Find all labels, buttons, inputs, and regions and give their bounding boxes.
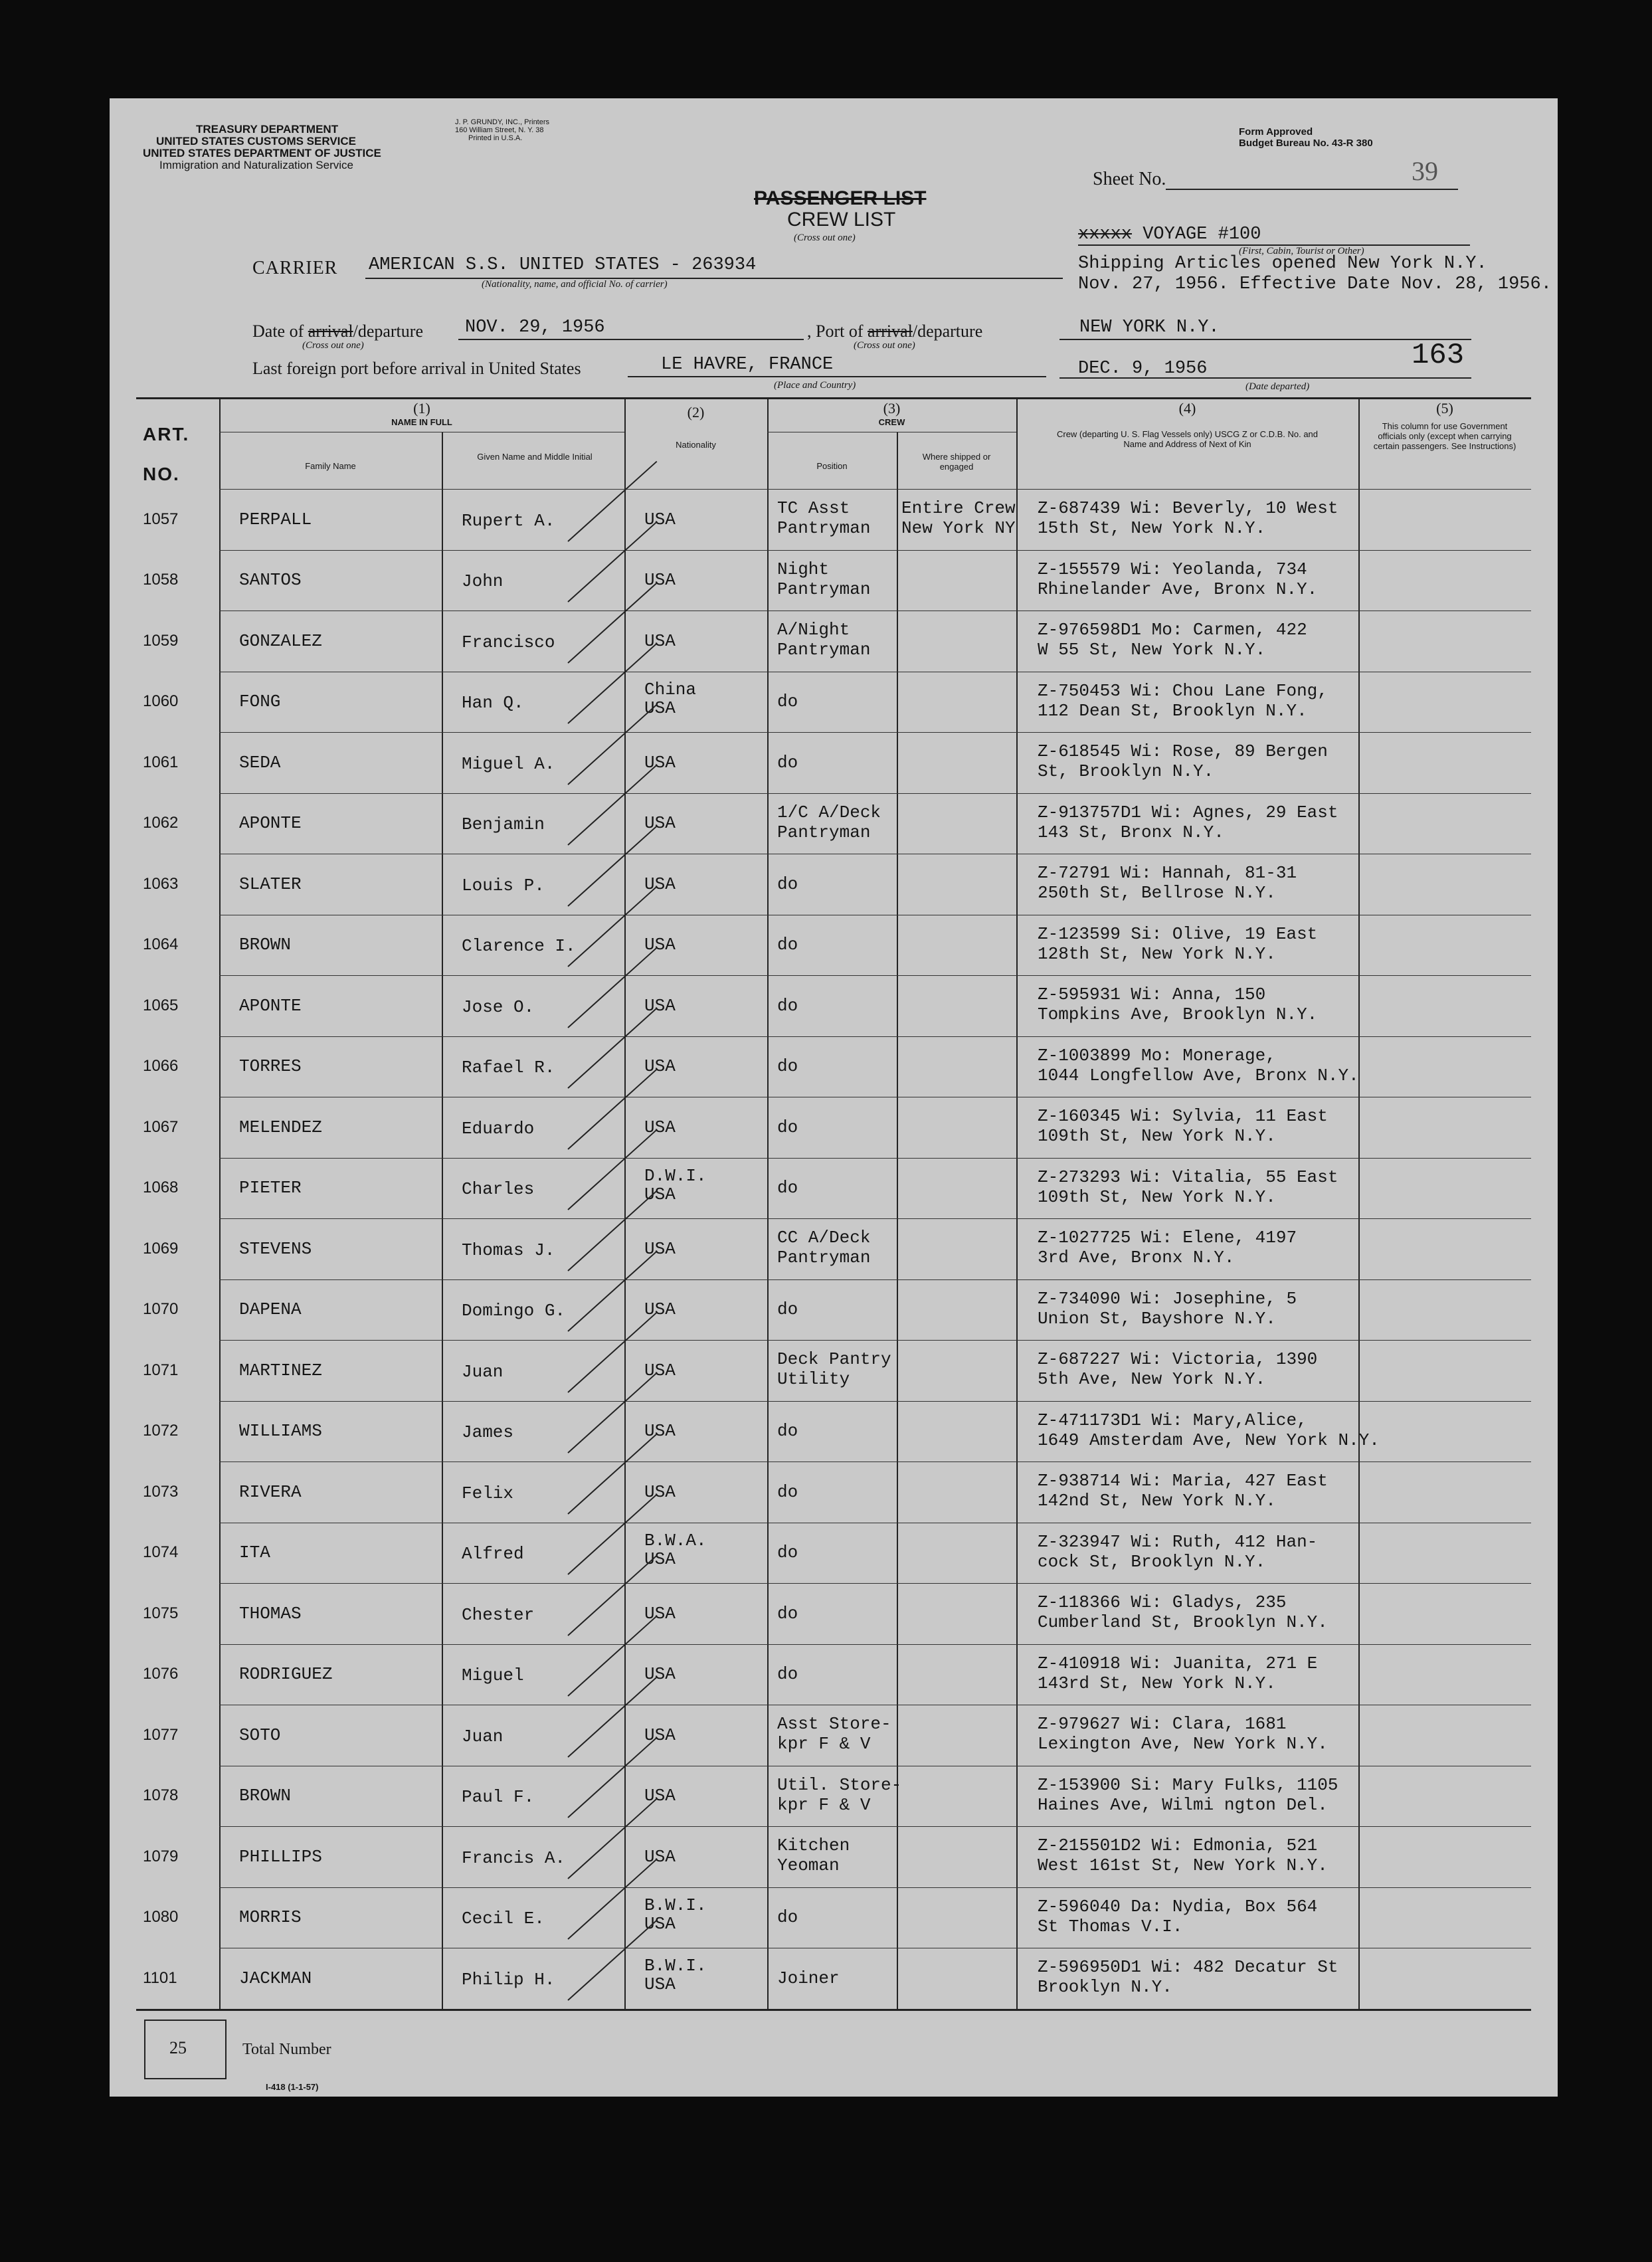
col1-title: NAME IN FULL — [391, 417, 452, 427]
nationality: USA — [644, 1913, 676, 1934]
col2-number: (2) — [687, 404, 705, 421]
family-name: MARTINEZ — [239, 1360, 322, 1380]
check-mark — [567, 825, 657, 906]
art-number: 1073 — [143, 1482, 179, 1501]
position: Pantryman — [777, 579, 871, 599]
next-of-kin: 1044 Longfellow Ave, Bronx N.Y. — [1038, 1065, 1359, 1085]
nationality: USA — [644, 1360, 676, 1380]
check-mark — [567, 582, 657, 663]
art-number: 1061 — [143, 753, 179, 771]
departure-date: NOV. 29, 1956 — [465, 318, 605, 337]
given-name: Juan — [462, 1726, 504, 1746]
next-of-kin: 109th St, New York N.Y. — [1038, 1186, 1276, 1207]
position: Utility — [777, 1369, 850, 1389]
position: do — [777, 1907, 798, 1928]
nationality: USA — [644, 1056, 676, 1077]
nationality: USA — [644, 874, 676, 894]
family-name: RODRIGUEZ — [239, 1664, 333, 1685]
no-label: NO. — [143, 464, 180, 484]
col1-number: (1) — [413, 400, 430, 417]
position: kpr F & V — [777, 1734, 871, 1754]
art-number: 1059 — [143, 631, 179, 650]
family-name: THOMAS — [239, 1603, 302, 1624]
check-mark — [567, 704, 657, 785]
shipped-engaged: New York NY — [901, 518, 1016, 538]
sheet-number: 39 — [1412, 156, 1438, 186]
row-rule — [219, 732, 1531, 733]
check-mark — [567, 765, 657, 846]
art-number: 1062 — [143, 814, 179, 832]
family-name: BROWN — [239, 1786, 292, 1806]
art-number: 1071 — [143, 1361, 179, 1379]
nationality: USA — [644, 995, 676, 1016]
position: do — [777, 1543, 798, 1563]
nationality: USA — [644, 1974, 676, 1994]
next-of-kin: Z-123599 Si: Olive, 19 East — [1038, 923, 1318, 944]
next-of-kin: Lexington Ave, New York N.Y. — [1038, 1734, 1328, 1754]
art-number: 1065 — [143, 996, 179, 1014]
nationality: USA — [644, 752, 676, 773]
next-of-kin: Tompkins Ave, Brooklyn N.Y. — [1038, 1004, 1318, 1024]
check-mark — [567, 1311, 657, 1392]
next-of-kin: 250th St, Bellrose N.Y. — [1038, 883, 1276, 903]
position-header: Position — [816, 461, 848, 471]
family-name: RIVERA — [239, 1481, 302, 1502]
next-of-kin: Z-979627 Wi: Clara, 1681 — [1038, 1714, 1287, 1734]
check-mark — [567, 1251, 657, 1332]
next-of-kin: Z-734090 Wi: Josephine, 5 — [1038, 1288, 1297, 1309]
total-number-label: Total Number — [242, 2041, 331, 2058]
next-of-kin: W 55 St, New York N.Y. — [1038, 640, 1266, 660]
family-name: MORRIS — [239, 1907, 302, 1928]
form-number: I-418 (1-1-57) — [266, 2082, 319, 2092]
position: do — [777, 995, 798, 1016]
nationality: China — [644, 679, 697, 700]
position: Kitchen — [777, 1836, 850, 1855]
next-of-kin: Z-750453 Wi: Chou Lane Fong, — [1038, 680, 1328, 701]
row-rule — [219, 793, 1531, 794]
last-port-underline — [628, 376, 1046, 377]
next-of-kin: 128th St, New York N.Y. — [1038, 943, 1276, 964]
given-name: Louis P. — [462, 875, 545, 895]
printer-imprint: J. P. GRUNDY, INC., Printers 160 William Street, N. Y. 38 Printed in U.S.A. — [455, 118, 550, 142]
next-of-kin: 3rd Ave, Bronx N.Y. — [1038, 1248, 1235, 1268]
family-name: MELENDEZ — [239, 1117, 322, 1137]
position: Util. Store- — [777, 1774, 902, 1795]
last-port-label: Last foreign port before arrival in United States — [252, 359, 581, 378]
position: do — [777, 1664, 798, 1685]
row-rule — [219, 550, 1531, 551]
nationality: USA — [644, 1603, 676, 1624]
nationality: USA — [644, 1664, 676, 1685]
art-number: 1070 — [143, 1300, 179, 1319]
header-bottom-rule — [219, 489, 1531, 490]
check-mark — [567, 521, 657, 603]
next-of-kin: Z-595931 Wi: Anna, 150 — [1038, 985, 1266, 1004]
position: do — [777, 1056, 798, 1077]
check-mark — [567, 1798, 657, 1879]
row-rule — [219, 975, 1531, 976]
art-number: 1077 — [143, 1725, 179, 1744]
crew-list-form — [110, 98, 1558, 2097]
given-name: Juan — [462, 1361, 504, 1382]
departure-port: NEW YORK N.Y. — [1079, 318, 1220, 337]
check-mark — [567, 886, 657, 967]
sheet-no-label: Sheet No. — [1093, 169, 1166, 189]
title-cross-note: (Cross out one) — [794, 233, 856, 243]
art-number: 1058 — [143, 571, 179, 589]
shipped-engaged: Entire Crew — [901, 498, 1016, 518]
art-number: 1079 — [143, 1847, 179, 1865]
check-mark — [567, 947, 657, 1028]
family-name: ITA — [239, 1543, 270, 1563]
col-divider — [1358, 397, 1360, 2010]
check-mark — [567, 1616, 657, 1697]
row-rule — [219, 1401, 1531, 1402]
date-departed: DEC. 9, 1956 — [1078, 359, 1208, 379]
row-rule — [219, 1218, 1531, 1219]
next-of-kin: 5th Ave, New York N.Y. — [1038, 1369, 1266, 1389]
next-of-kin: Z-471173D1 Wi: Mary,Alice, — [1038, 1410, 1307, 1430]
next-of-kin: Z-976598D1 Mo: Carmen, 422 — [1038, 620, 1307, 640]
nationality: USA — [644, 1299, 676, 1320]
nationality: USA — [644, 1725, 676, 1745]
check-mark — [567, 1008, 657, 1089]
passenger-list-title-crossed: PASSENGER LIST — [754, 187, 927, 209]
col5-number: (5) — [1436, 400, 1453, 417]
given-name: Eduardo — [462, 1118, 535, 1139]
nationality: D.W.I. — [644, 1165, 707, 1186]
row-rule — [219, 1036, 1531, 1037]
last-port-value: LE HAVRE, FRANCE — [661, 355, 834, 375]
row-rule — [219, 1887, 1531, 1888]
next-of-kin: Z-596950D1 Wi: 482 Decatur St — [1038, 1957, 1338, 1977]
position: do — [777, 1421, 798, 1442]
given-name: Rupert A. — [462, 510, 555, 531]
family-name: WILLIAMS — [239, 1421, 322, 1442]
next-of-kin: Z-1003899 Mo: Monerage, — [1038, 1045, 1276, 1066]
family-name-header: Family Name — [305, 461, 356, 471]
sheet-no-underline — [1166, 189, 1458, 190]
col3-number: (3) — [883, 400, 901, 417]
voyage-crossed: xxxxx — [1078, 225, 1133, 244]
given-name: Domingo G. — [462, 1301, 566, 1321]
given-name: Charles — [462, 1179, 535, 1200]
family-name: PHILLIPS — [239, 1846, 322, 1867]
check-mark — [567, 1737, 657, 1818]
given-name: Han Q. — [462, 693, 524, 713]
art-number: 1063 — [143, 874, 179, 893]
position: do — [777, 1603, 798, 1624]
nationality: USA — [644, 935, 676, 955]
nationality: B.W.I. — [644, 1895, 707, 1915]
given-name: Jose O. — [462, 996, 535, 1017]
position: Asst Store- — [777, 1714, 891, 1734]
family-name: PERPALL — [239, 509, 312, 529]
crew-table — [136, 397, 1531, 2010]
family-name: APONTE — [239, 995, 302, 1016]
nationality: B.W.I. — [644, 1956, 707, 1976]
next-of-kin: 142nd St, New York N.Y. — [1038, 1491, 1276, 1511]
check-mark — [567, 1068, 657, 1149]
family-name: PIETER — [239, 1178, 302, 1198]
position: 1/C A/Deck — [777, 802, 881, 822]
row-rule — [219, 1158, 1531, 1159]
date-departed-underline — [1059, 377, 1471, 379]
next-of-kin: Z-596040 Da: Nydia, Box 564 — [1038, 1896, 1318, 1917]
nationality: USA — [644, 1481, 676, 1502]
given-name: Chester — [462, 1604, 535, 1625]
position: do — [777, 935, 798, 955]
art-number: 1068 — [143, 1178, 179, 1197]
row-rule — [219, 1826, 1531, 1827]
nationality: USA — [644, 1421, 676, 1442]
art-number: 1057 — [143, 510, 179, 528]
date-label: Date of arrival/departure — [252, 322, 423, 341]
position: kpr F & V — [777, 1794, 871, 1815]
nationality: B.W.A. — [644, 1530, 707, 1551]
col-divider — [1016, 397, 1018, 2010]
given-name: Cecil E. — [462, 1909, 545, 1929]
nationality: USA — [644, 630, 676, 651]
port-label: , Port of arrival/departure — [807, 322, 983, 341]
check-mark — [567, 1372, 657, 1454]
next-of-kin: West 161st St, New York N.Y. — [1038, 1855, 1328, 1875]
family-name: FONG — [239, 692, 281, 712]
voyage-class-note: (First, Cabin, Tourist or Other) — [1239, 246, 1364, 256]
nationality: USA — [644, 509, 676, 529]
next-of-kin: Haines Ave, Wilmi ngton Del. — [1038, 1794, 1328, 1815]
given-name: Francisco — [462, 632, 555, 652]
position: do — [777, 1481, 798, 1502]
carrier-note: (Nationality, name, and official No. of carrier) — [482, 279, 668, 290]
art-number: 1066 — [143, 1057, 179, 1076]
row-rule — [219, 1340, 1531, 1341]
col-divider — [442, 432, 443, 2010]
next-of-kin: Union St, Bayshore N.Y. — [1038, 1308, 1276, 1329]
position: do — [777, 1299, 798, 1320]
given-name: Benjamin — [462, 814, 545, 835]
position: Yeoman — [777, 1855, 840, 1875]
given-name: Miguel A. — [462, 753, 555, 774]
next-of-kin: Z-913757D1 Wi: Agnes, 29 East — [1038, 802, 1338, 822]
next-of-kin: Z-938714 Wi: Maria, 427 East — [1038, 1471, 1328, 1491]
next-of-kin: Brooklyn N.Y. — [1038, 1977, 1172, 1997]
nationality: USA — [644, 1117, 676, 1137]
next-of-kin: Z-687227 Wi: Victoria, 1390 — [1038, 1349, 1318, 1369]
given-name: James — [462, 1422, 514, 1443]
total-number-value: 25 — [169, 2038, 187, 2057]
art-number: 1072 — [143, 1422, 179, 1440]
position: do — [777, 874, 798, 894]
nationality: USA — [644, 570, 676, 591]
given-name: Paul F. — [462, 1787, 535, 1808]
next-of-kin: St Thomas V.I. — [1038, 1916, 1183, 1936]
art-number: 1075 — [143, 1604, 179, 1622]
check-mark — [567, 1676, 657, 1757]
next-of-kin: Z-215501D2 Wi: Edmonia, 521 — [1038, 1836, 1318, 1855]
department-header: TREASURY DEPARTMENT UNITED STATES CUSTOMS SERVICE UNITED STATES DEPARTMENT OF JUSTICE Immigration and Naturalization Service — [143, 123, 381, 171]
next-of-kin: Z-160345 Wi: Sylvia, 11 East — [1038, 1106, 1328, 1126]
next-of-kin: 112 Dean St, Brooklyn N.Y. — [1038, 700, 1307, 721]
given-name: Rafael R. — [462, 1058, 555, 1078]
position: Joiner — [777, 1968, 840, 1988]
next-of-kin: 143 St, Bronx N.Y. — [1038, 822, 1224, 842]
carrier-underline — [365, 278, 1063, 279]
position: do — [777, 752, 798, 773]
nationality: USA — [644, 1846, 676, 1867]
col-divider — [624, 397, 626, 2010]
officials-header: This column for use Government officials only (except when carrying certain passengers. See Instructions) — [1373, 421, 1516, 451]
given-name: Miguel — [462, 1665, 524, 1686]
position: Pantryman — [777, 822, 871, 842]
place-country-note: (Place and Country) — [774, 380, 856, 391]
nationality-header: Nationality — [676, 440, 716, 450]
crew-header: CREW — [878, 417, 905, 427]
check-mark — [567, 1555, 657, 1636]
row-rule — [219, 1644, 1531, 1645]
position: do — [777, 1178, 798, 1198]
given-name: John — [462, 571, 504, 592]
nationality: USA — [644, 698, 676, 718]
family-name: SEDA — [239, 752, 281, 773]
given-name: Thomas J. — [462, 1240, 555, 1260]
art-number: 1069 — [143, 1239, 179, 1258]
row-rule — [219, 1461, 1531, 1462]
given-name: Clarence I. — [462, 936, 576, 957]
voyage — [1078, 225, 1261, 244]
position: do — [777, 692, 798, 712]
family-name: BROWN — [239, 935, 292, 955]
carrier-label: CARRIER — [252, 258, 338, 278]
next-of-kin: St, Brooklyn N.Y. — [1038, 761, 1214, 781]
position: CC A/Deck — [777, 1228, 871, 1248]
col-divider — [897, 432, 898, 2010]
col-divider — [219, 397, 221, 2010]
nationality: USA — [644, 1184, 676, 1204]
next-of-kin: Cumberland St, Brooklyn N.Y. — [1038, 1612, 1328, 1632]
date-cross-note: (Cross out one) — [302, 340, 364, 351]
col4-number: (4) — [1178, 400, 1196, 417]
row-rule — [219, 1583, 1531, 1584]
carrier-value: AMERICAN S.S. UNITED STATES - 263934 — [369, 255, 757, 275]
given-name: Felix — [462, 1483, 514, 1503]
next-of-kin: 143rd St, New York N.Y. — [1038, 1673, 1276, 1693]
form-approved: Form Approved Budget Bureau No. 43-R 380 — [1239, 126, 1373, 149]
next-of-kin: Z-1027725 Wi: Elene, 4197 — [1038, 1228, 1297, 1248]
stamped-number: 163 — [1412, 339, 1465, 372]
next-of-kin: Z-618545 Wi: Rose, 89 Bergen — [1038, 741, 1328, 761]
next-of-kin: Z-323947 Wi: Ruth, 412 Han- — [1038, 1531, 1318, 1552]
family-name: DAPENA — [239, 1299, 302, 1320]
art-number: 1067 — [143, 1117, 179, 1136]
next-of-kin: Z-72791 Wi: Hannah, 81-31 — [1038, 863, 1297, 883]
given-name: Francis A. — [462, 1847, 566, 1868]
family-name: GONZALEZ — [239, 630, 322, 651]
family-name: SLATER — [239, 874, 302, 894]
next-of-kin: 1649 Amsterdam Ave, New York N.Y. — [1038, 1430, 1380, 1450]
position: do — [777, 1117, 798, 1137]
art-number: 1076 — [143, 1665, 179, 1683]
nationality: USA — [644, 1549, 676, 1569]
table-bottom-rule — [136, 2009, 1531, 2011]
next-of-kin-header: Crew (departing U. S. Flag Vessels only) USCG Z or C.D.B. No. and Name and Address of Next of Kin — [1056, 429, 1319, 449]
next-of-kin: Z-273293 Wi: Vitalia, 55 East — [1038, 1167, 1338, 1187]
col-divider — [767, 397, 769, 2010]
family-name: SANTOS — [239, 570, 302, 591]
art-number: 1078 — [143, 1786, 179, 1805]
next-of-kin: Z-155579 Wi: Yeolanda, 734 — [1038, 559, 1307, 579]
row-rule — [219, 1279, 1531, 1280]
given-name-header: Given Name and Middle Initial — [477, 452, 593, 462]
next-of-kin: Z-118366 Wi: Gladys, 235 — [1038, 1592, 1287, 1612]
next-of-kin: Rhinelander Ave, Bronx N.Y. — [1038, 579, 1318, 599]
art-number: 1074 — [143, 1543, 179, 1562]
next-of-kin: cock St, Brooklyn N.Y. — [1038, 1551, 1266, 1572]
next-of-kin: 109th St, New York N.Y. — [1038, 1126, 1276, 1146]
position: Night — [777, 559, 830, 579]
port-cross-note: (Cross out one) — [854, 340, 915, 351]
art-number: 1101 — [143, 1968, 177, 1987]
given-name: Philip H. — [462, 1969, 555, 1990]
next-of-kin: 15th St, New York N.Y. — [1038, 518, 1266, 538]
given-name: Alfred — [462, 1544, 524, 1564]
family-name: TORRES — [239, 1056, 302, 1077]
position: Pantryman — [777, 1248, 871, 1268]
next-of-kin: Z-687439 Wi: Beverly, 10 West — [1038, 498, 1338, 518]
family-name: SOTO — [239, 1725, 281, 1745]
family-name: STEVENS — [239, 1238, 312, 1259]
position: Pantryman — [777, 640, 871, 660]
art-number: 1080 — [143, 1908, 179, 1927]
nationality: USA — [644, 813, 676, 834]
nationality: USA — [644, 1238, 676, 1259]
next-of-kin: Z-153900 Si: Mary Fulks, 1105 — [1038, 1774, 1338, 1795]
check-mark — [567, 460, 657, 541]
family-name: APONTE — [239, 813, 302, 834]
table-top-rule — [136, 397, 1531, 399]
art-number: 1064 — [143, 935, 179, 954]
art-number: 1060 — [143, 692, 179, 711]
crew-list-title: CREW LIST — [787, 209, 896, 231]
family-name: JACKMAN — [239, 1968, 312, 1988]
shipping-articles: Shipping Articles opened New York N.Y. Nov. 27, 1956. Effective Date Nov. 28, 1956. — [1078, 254, 1552, 294]
next-of-kin: Z-410918 Wi: Juanita, 271 E — [1038, 1653, 1318, 1673]
art-label: ART. — [143, 424, 190, 444]
date-departed-note: (Date departed) — [1245, 381, 1310, 392]
port-underline — [1059, 339, 1471, 340]
nationality: USA — [644, 1786, 676, 1806]
check-mark — [567, 1190, 657, 1271]
voyage-value: VOYAGE #100 — [1143, 225, 1261, 244]
position: TC Asst — [777, 498, 850, 518]
position: Pantryman — [777, 518, 871, 538]
position: A/Night — [777, 620, 850, 640]
date-underline — [458, 339, 804, 340]
check-mark — [567, 1433, 657, 1514]
shipped-header: Where shipped or engaged — [922, 452, 991, 472]
position: Deck Pantry — [777, 1349, 891, 1369]
